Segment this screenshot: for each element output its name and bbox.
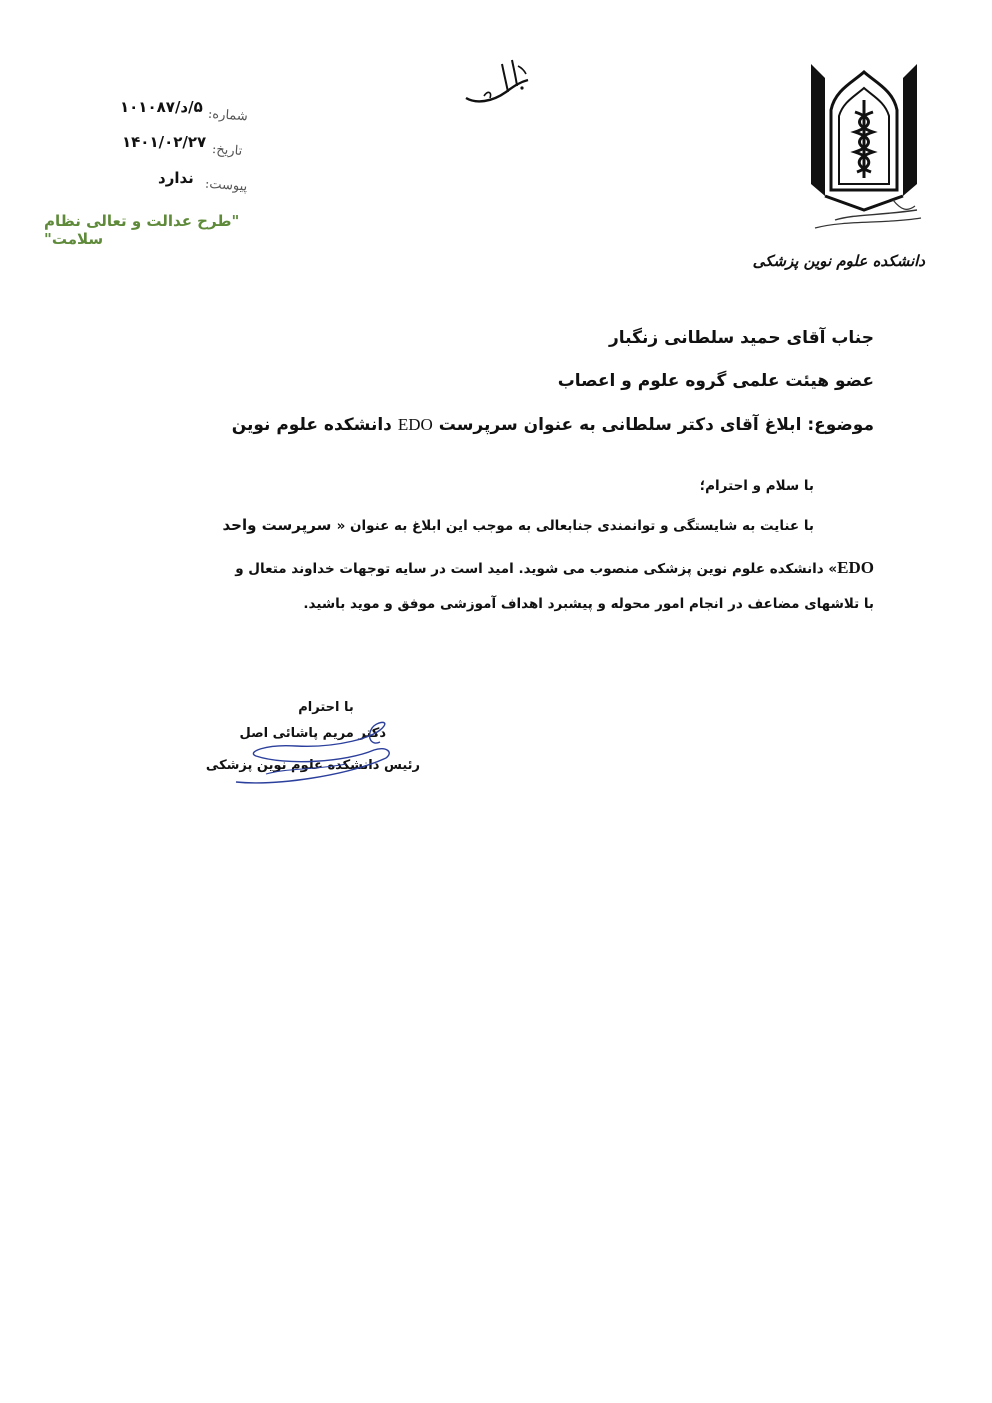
university-logo xyxy=(805,60,923,230)
body-line-2-code: EDO xyxy=(837,558,874,577)
signer-name: دکتر مریم پاشائی اصل xyxy=(239,726,386,741)
attachment-label: پیوست: xyxy=(204,176,248,195)
addressee-position: عضو هیئت علمی گروه علوم و اعصاب xyxy=(557,371,874,391)
body-line-2-text: » دانشکده علوم نوین پزشکی منصوب می شوید. امید است در سایه توجهات خداوند متعال و xyxy=(235,561,838,577)
subject-suffix: دانشکده علوم نوین xyxy=(231,415,392,435)
body-line-1-emphasis: سرپرست واحد xyxy=(222,516,332,534)
closing: با احترام xyxy=(298,700,354,715)
subject-code: EDO xyxy=(397,415,433,434)
invocation-calligraphy xyxy=(462,52,534,110)
date-value: ۱۴۰۱/۰۲/۲۷ xyxy=(122,133,207,151)
date-label: تاریخ: xyxy=(211,141,243,160)
subject-line xyxy=(232,415,874,435)
body-line-2 xyxy=(235,558,874,578)
addressee: جناب آقای حمید سلطانی زنگبار xyxy=(608,328,874,348)
number-value: ۵/د/۱۰۱۰۸۷ xyxy=(120,98,203,116)
number-label: شماره: xyxy=(207,106,249,125)
attachment-value: ندارد xyxy=(158,169,194,187)
handwritten-signature xyxy=(226,716,396,788)
greeting: با سلام و احترام؛ xyxy=(699,478,814,494)
body-line-3: با تلاشهای مضاعف در انجام امور محوله و پیشبرد اهداف آموزشی موفق و موید باشید. xyxy=(303,596,874,612)
signer-title: رئیس دانشکده علوم نوین پزشکی xyxy=(205,758,420,773)
body-line-1-text: با عنایت به شایستگی و توانمندی جنابعالی به موجب این ابلاغ به عنوان « xyxy=(336,518,814,534)
subject-prefix: موضوع: ابلاغ آقای دکتر سلطانی به عنوان سرپرست xyxy=(438,415,874,435)
body-line-1 xyxy=(223,516,815,534)
school-name: دانشکده علوم نوین پزشکی xyxy=(752,252,925,270)
slogan: "طرح عدالت و تعالی نظام سلامت" xyxy=(44,212,240,248)
